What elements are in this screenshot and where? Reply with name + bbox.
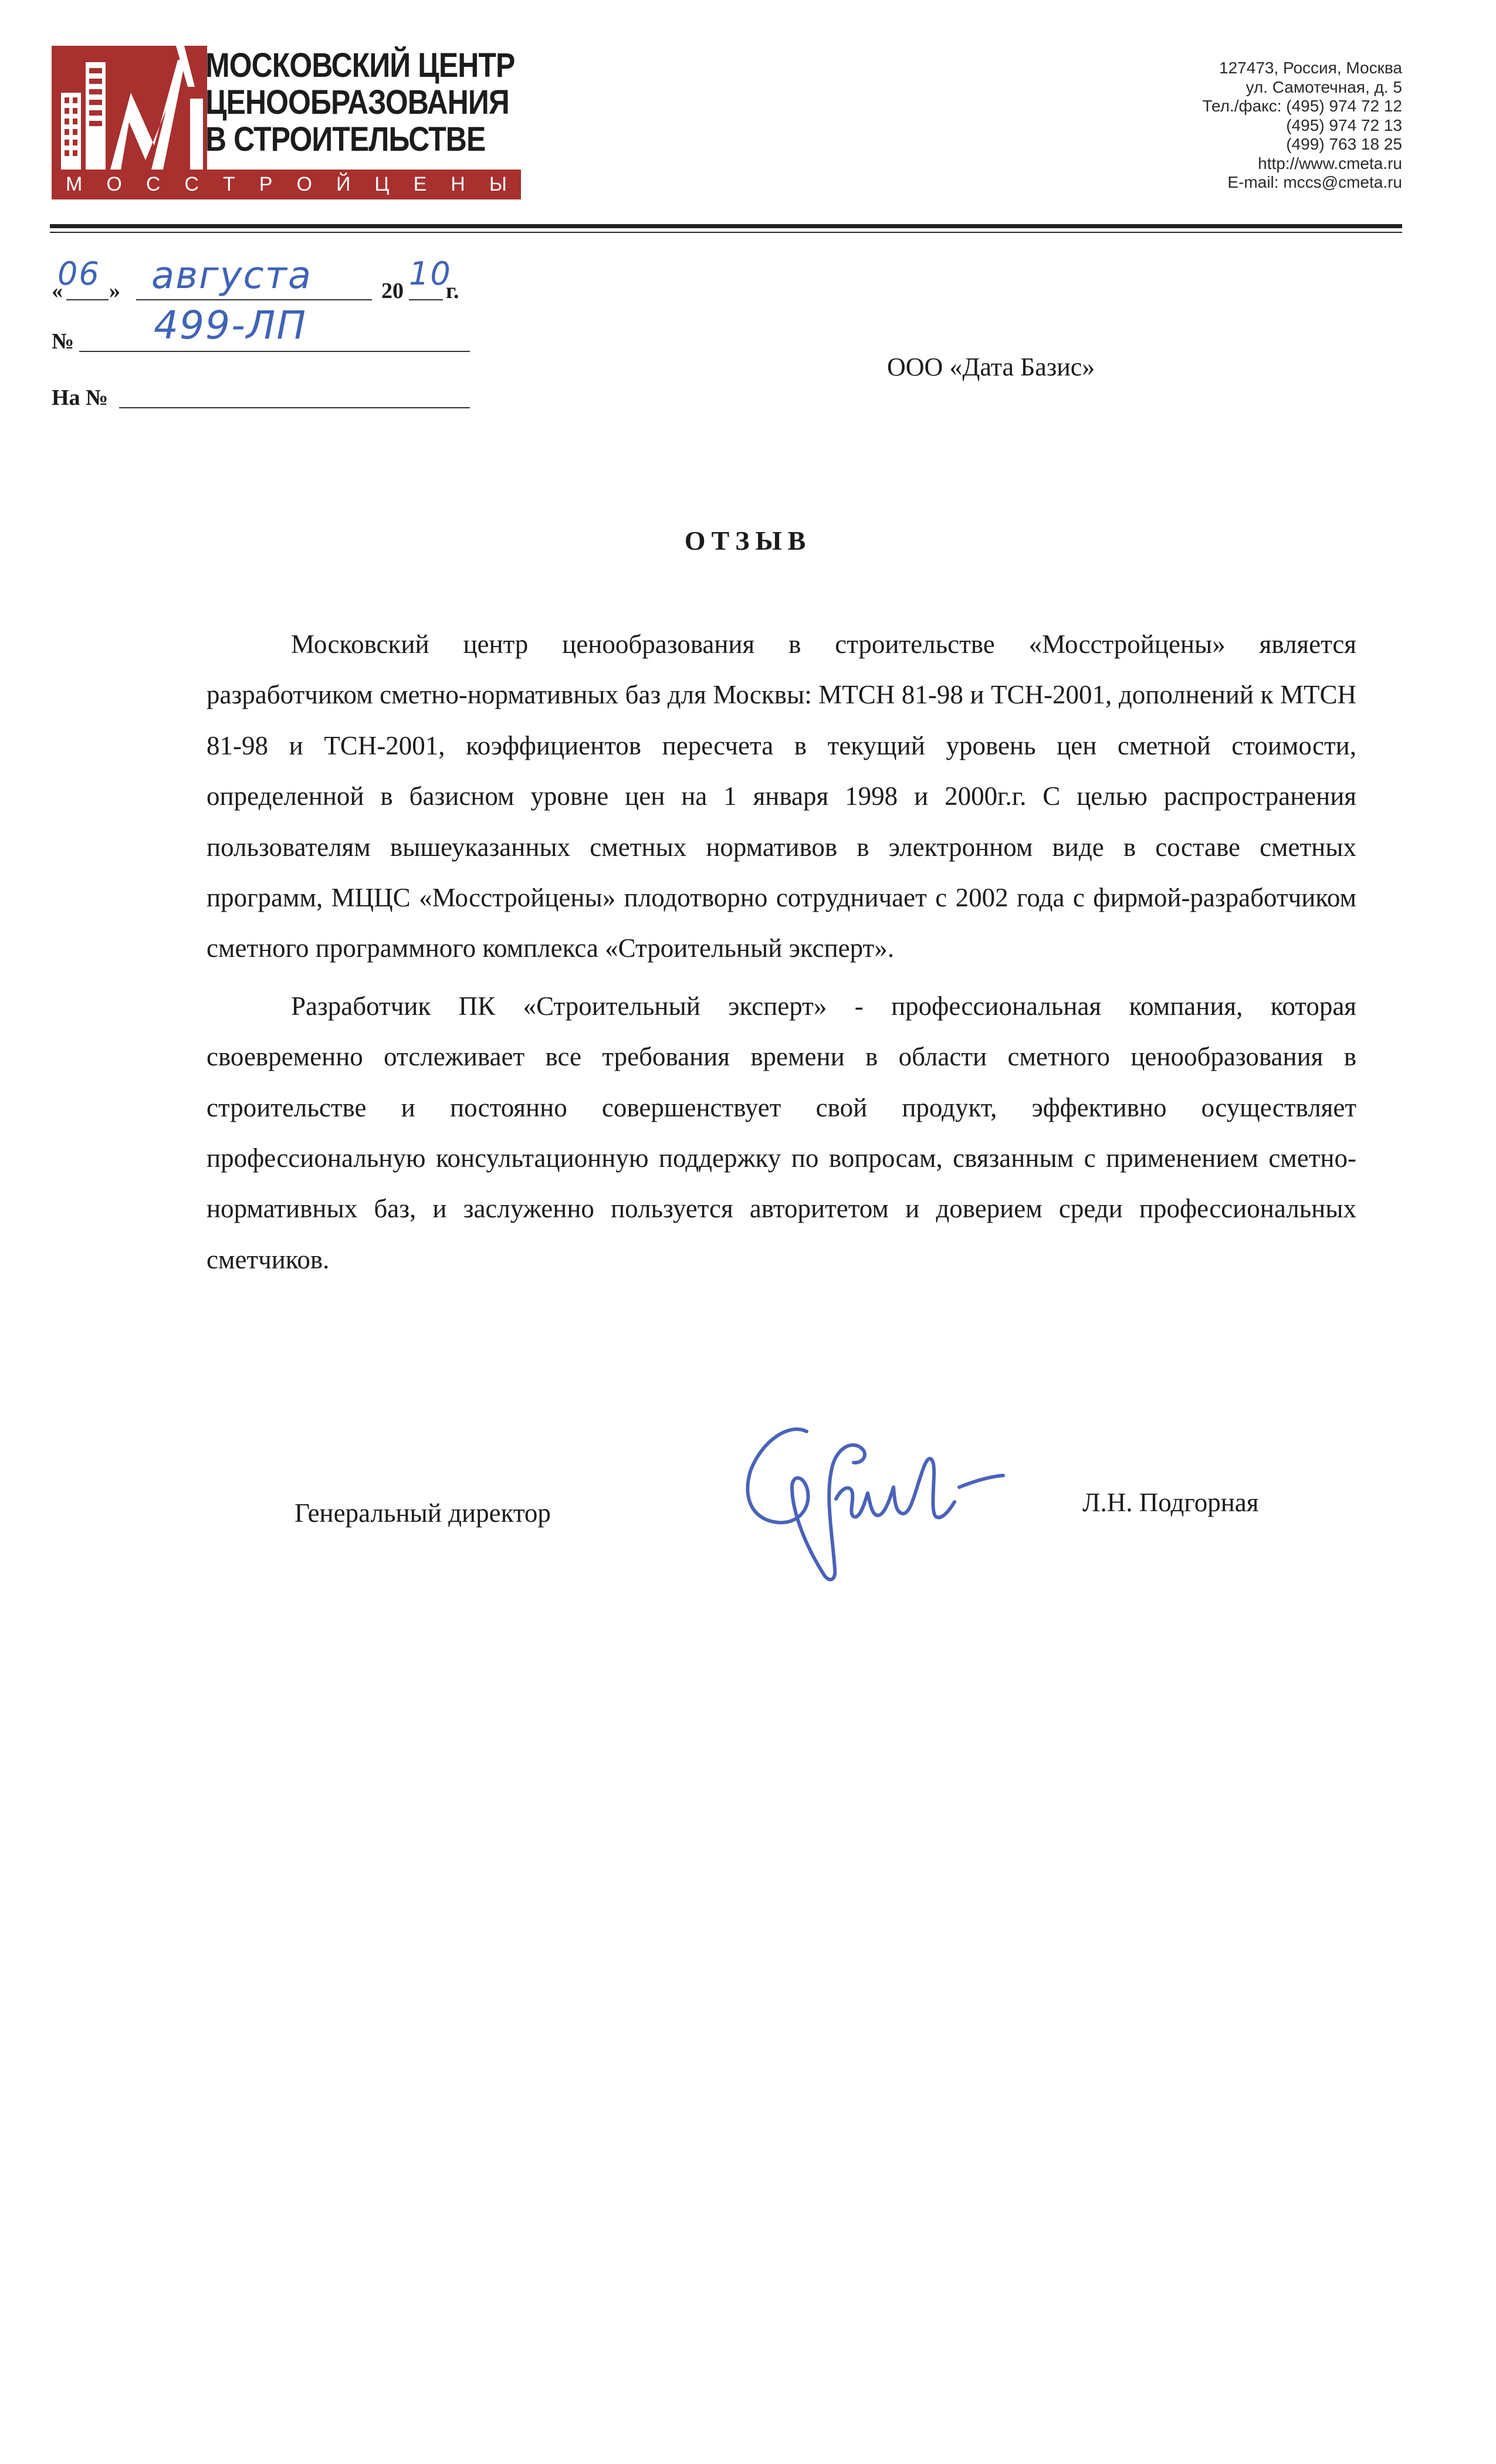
number-line	[79, 351, 470, 352]
signatory-name: Л.Н. Подгорная	[1082, 1488, 1259, 1517]
brand-band-letter: С	[145, 173, 161, 195]
brand-band-letter: С	[184, 173, 199, 195]
organization-name-line1: МОСКОВСКИЙ ЦЕНТР	[205, 46, 515, 84]
brand-band	[52, 170, 521, 199]
document-title: ОТЗЫВ	[684, 526, 812, 556]
contact-website: http://www.cmeta.ru	[1258, 154, 1402, 172]
letter-body	[207, 619, 1356, 1292]
brand-band-letter: О	[106, 173, 122, 195]
brand-band-letter: М	[66, 173, 83, 195]
organization-name-line3: В СТРОИТЕЛЬСТВЕ	[205, 120, 486, 158]
date-day-line	[66, 299, 109, 300]
body-paragraph: Разработчик ПК «Строительный эксперт» - профессиональная компания, которая своевременно отслеживает все требования времени в области сметного ценообразования в строительстве и постоянно совершенствует свой продукт, эффективно осуществляет профессиональную консультационную поддержку по вопросам, связанным с применением сметно-нормативных баз, и заслуженно пользуется авторитетом и доверием среди профессиональных сметчиков.	[207, 991, 1356, 1274]
reply-label: На №	[52, 385, 109, 410]
contact-line: 127473, Россия, Москва	[1219, 59, 1402, 77]
brand-band-letter: Р	[259, 173, 273, 195]
contact-line: (495) 974 72 13	[1286, 116, 1402, 134]
contact-line: Тел./факс: (495) 974 72 12	[1202, 97, 1402, 115]
date-month-handwritten: августа	[151, 254, 313, 297]
organization-logo	[52, 46, 521, 199]
number-label: №	[52, 329, 75, 354]
date-close-quote: »	[109, 279, 120, 303]
recipient: ООО «Дата Базис»	[887, 353, 1095, 381]
contact-block	[1202, 59, 1402, 192]
date-year-handwritten: 10	[409, 255, 452, 292]
contact-line: (499) 763 18 25	[1286, 135, 1402, 153]
brand-band-letter: Ы	[489, 173, 507, 195]
brand-band-letter: Т	[222, 173, 235, 195]
handwritten-signature	[736, 1399, 1012, 1605]
contact-email: E-mail: mccs@cmeta.ru	[1227, 173, 1402, 191]
brand-band-letter: Н	[451, 173, 465, 195]
brand-band-letter: Й	[336, 173, 351, 195]
brand-band-letter: Ц	[374, 173, 390, 195]
header-divider-thin	[50, 232, 1402, 233]
date-year-line	[409, 299, 443, 300]
body-paragraph: Московский центр ценообразования в строительстве «Мосстройцены» является разработчиком сметно-нормативных баз для Москвы: МТСН 81-98 и ТСН-2001, дополнений к МТСН 81-98 и ТСН-2001, коэффициентов пересчета в текущий уровень цен сметной стоимости, определенной в базисном уровне цен на 1 января 1998 и 2000г.г. С целью распространения пользователям вышеуказанных сметных нормативов в электронном виде в составе сметных программ, МЦЦС «Мосстройцены» плодотворно сотрудничает с 2002 года с фирмой-разработчиком сметного программного комплекса «Строительный эксперт».	[207, 629, 1356, 963]
brand-band-letter: О	[296, 173, 312, 195]
date-day-handwritten: 06	[57, 255, 100, 292]
date-suffix: г.	[446, 279, 459, 303]
header-divider	[50, 224, 1402, 228]
organization-name	[205, 47, 515, 158]
date-month-line	[136, 299, 372, 300]
number-handwritten: 499-ЛП	[154, 303, 307, 348]
organization-name-line2: ЦЕНООБРАЗОВАНИЯ	[205, 83, 509, 121]
contact-line: ул. Самотечная, д. 5	[1245, 77, 1402, 96]
date-year-prefix: 20	[381, 279, 404, 303]
date-open-quote: «	[52, 279, 63, 303]
brand-band-letter: Е	[413, 173, 427, 195]
reply-line	[119, 407, 470, 408]
signatory-role: Генеральный директор	[295, 1498, 551, 1528]
